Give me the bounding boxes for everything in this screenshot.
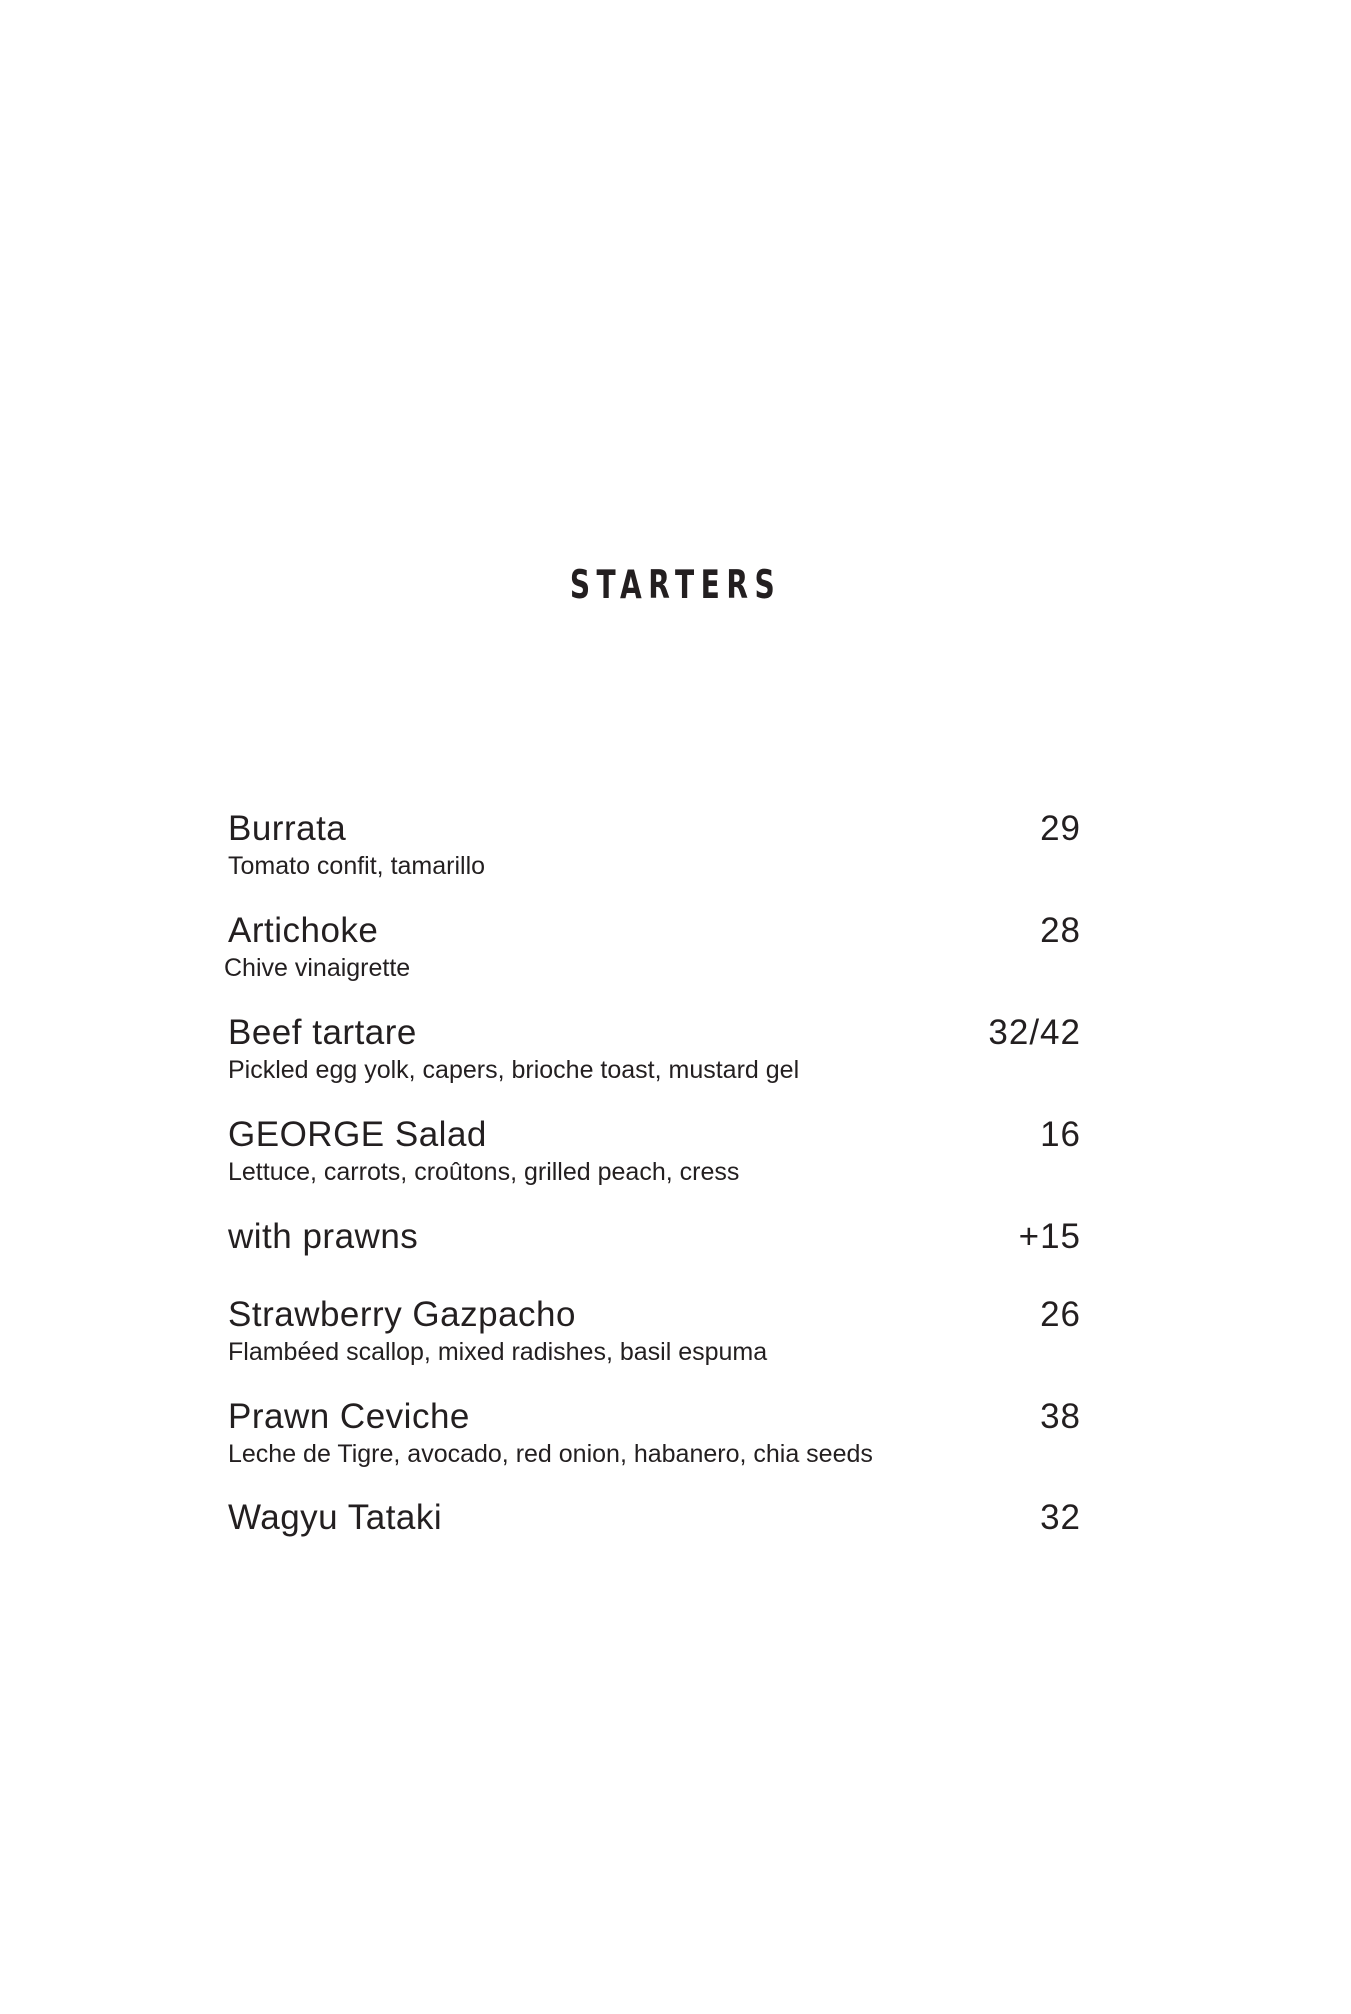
item-name: GEORGE Salad — [228, 1115, 487, 1154]
item-name: Beef tartare — [228, 1013, 417, 1052]
item-name: Burrata — [228, 809, 347, 848]
item-price: 32/42 — [988, 1013, 1081, 1052]
item-description: Lettuce, carrots, croûtons, grilled peach, cress — [228, 1158, 740, 1186]
item-name: Prawn Ceviche — [228, 1397, 470, 1436]
item-price: 28 — [1040, 911, 1081, 950]
item-price: 38 — [1040, 1397, 1081, 1436]
item-description: Tomato confit, tamarillo — [228, 852, 486, 880]
item-price: 29 — [1040, 809, 1081, 848]
item-price: +15 — [1018, 1217, 1081, 1256]
item-price: 16 — [1040, 1115, 1081, 1154]
item-description: Pickled egg yolk, capers, brioche toast, mustard gel — [228, 1056, 800, 1084]
item-description: Leche de Tigre, avocado, red onion, habanero, chia seeds — [228, 1440, 873, 1468]
item-price: 32 — [1040, 1498, 1081, 1537]
section-title: STARTERS — [569, 563, 782, 608]
item-description: Flambéed scallop, mixed radishes, basil espuma — [228, 1338, 768, 1366]
item-name: with prawns — [228, 1217, 419, 1256]
item-name: Wagyu Tataki — [228, 1498, 443, 1537]
item-name: Artichoke — [228, 911, 379, 950]
item-name: Strawberry Gazpacho — [228, 1295, 576, 1334]
item-description: Chive vinaigrette — [224, 954, 411, 982]
item-price: 26 — [1040, 1295, 1081, 1334]
